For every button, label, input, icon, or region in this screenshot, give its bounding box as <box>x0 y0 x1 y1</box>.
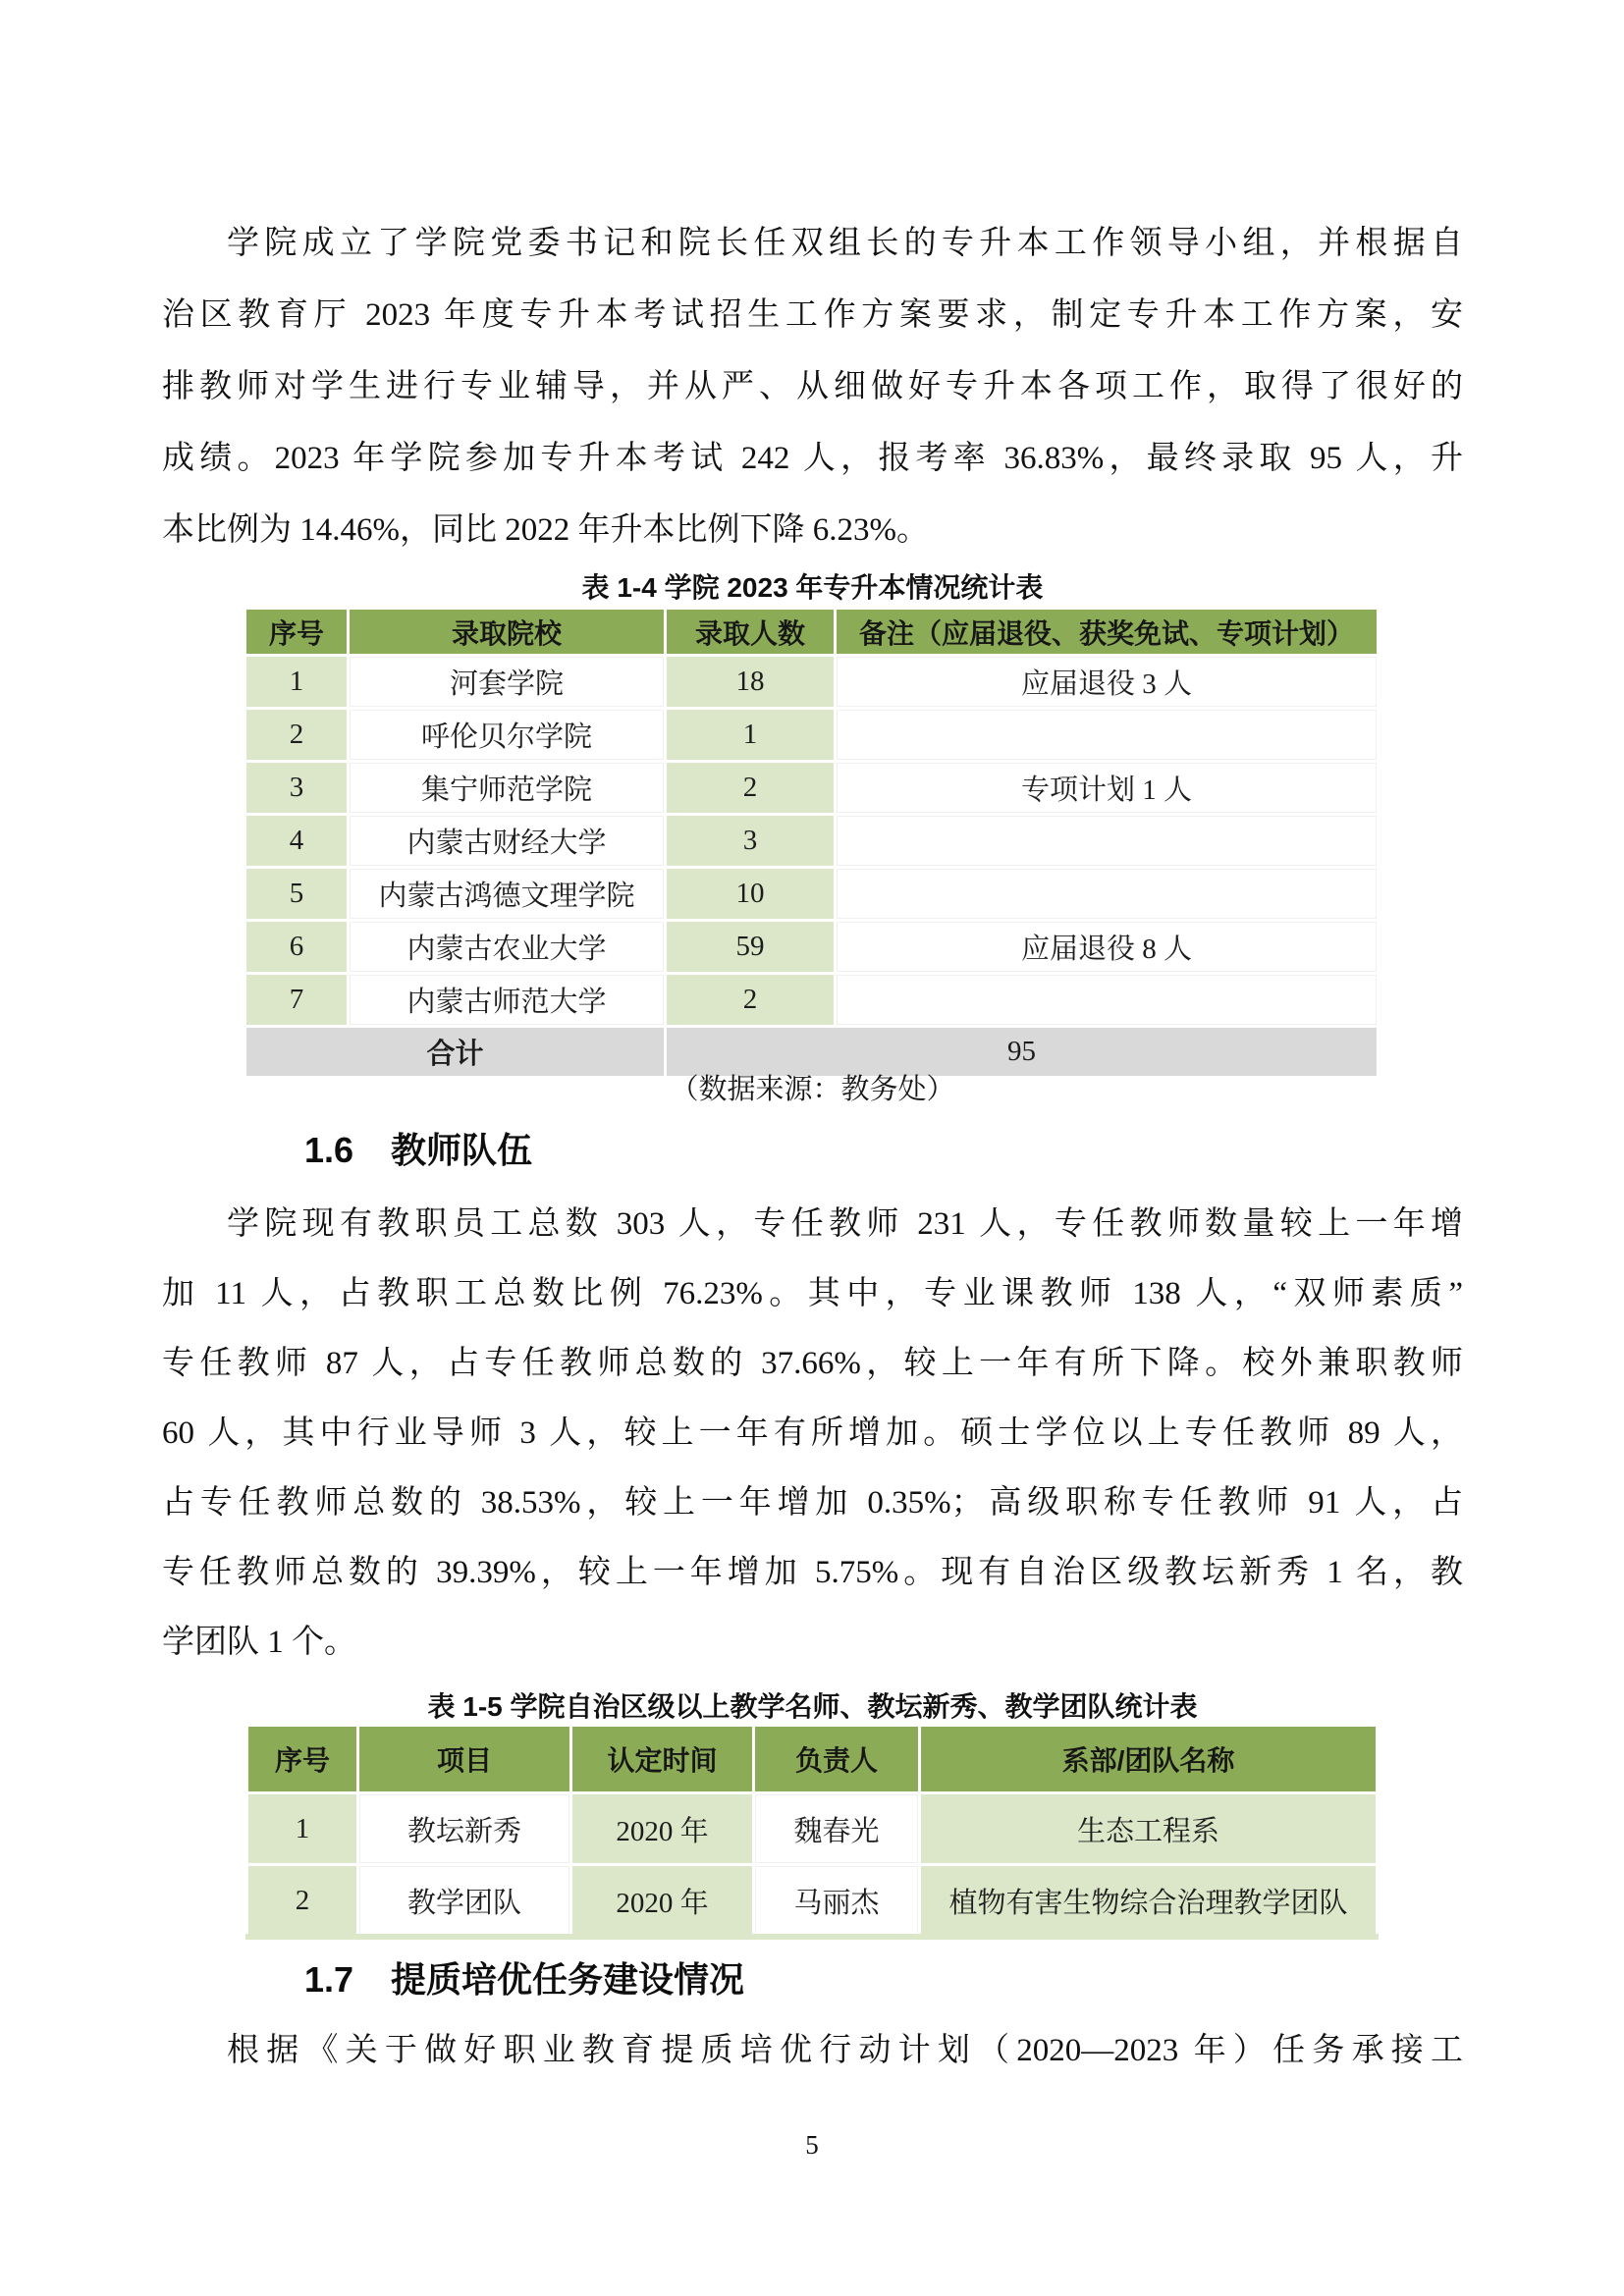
cell-school: 内蒙古师范大学 <box>350 975 664 1025</box>
paragraph-line: 专任教师 87 人，占专任教师总数的 37.66%，较上一年有所下降。校外兼职教师 <box>162 1346 1463 1381</box>
cell-note <box>837 869 1377 919</box>
cell-school: 内蒙古财经大学 <box>350 816 664 866</box>
cell-count: 59 <box>667 922 834 972</box>
section-number: 1.7 <box>304 1959 354 2000</box>
paragraph-line: 60 人，其中行业导师 3 人，较上一年有所增加。硕士学位以上专任教师 89 人， <box>162 1415 1463 1451</box>
cell-note: 应届退役 3 人 <box>837 657 1377 707</box>
paragraph-line: 占专任教师总数的 38.53%，较上一年增加 0.35%；高级职称专任教师 91 人，占 <box>162 1485 1463 1521</box>
paragraph-line: 学院成立了学院党委书记和院长任双组长的专升本工作领导小组，并根据自 <box>227 226 1463 261</box>
paragraph-quality-improvement <box>162 2015 1463 2087</box>
col-header-year: 认定时间 <box>572 1727 752 1791</box>
cell-item: 教坛新秀 <box>359 1794 569 1863</box>
cell-no: 2 <box>246 710 347 760</box>
cell-no: 1 <box>248 1794 356 1863</box>
cell-no: 2 <box>248 1866 356 1935</box>
cell-note <box>837 816 1377 866</box>
table-row <box>246 816 1377 866</box>
cell-count: 2 <box>667 975 834 1025</box>
table-row <box>246 975 1377 1025</box>
table-row <box>248 1866 1376 1935</box>
paragraph-line: 本比例为 14.46%，同比 2022 年升本比例下降 6.23%。 <box>162 512 929 548</box>
col-header-no: 序号 <box>248 1727 356 1791</box>
cell-note <box>837 975 1377 1025</box>
paragraph-line: 专任教师总数的 39.39%，较上一年增加 5.75%。现有自治区级教坛新秀 1 名，教 <box>162 1555 1463 1590</box>
col-header-dept: 系部/团队名称 <box>921 1727 1376 1791</box>
table-1-5-teaching-teams <box>245 1724 1379 1938</box>
col-header-item: 项目 <box>359 1727 569 1791</box>
cell-dept: 生态工程系 <box>921 1794 1376 1863</box>
cell-no: 5 <box>246 869 347 919</box>
paragraph-line: 学团队 1 个。 <box>162 1625 356 1660</box>
cell-item: 教学团队 <box>359 1866 569 1935</box>
cell-note <box>837 710 1377 760</box>
cell-school: 呼伦贝尔学院 <box>350 710 664 760</box>
cell-school: 内蒙古鸿德文理学院 <box>350 869 664 919</box>
section-title: 提质培优任务建设情况 <box>391 1959 745 2000</box>
cell-no: 6 <box>246 922 347 972</box>
total-value-cell: 95 <box>667 1028 1377 1076</box>
paragraph-line: 学院现有教职员工总数 303 人，专任教师 231 人，专任教师数量较上一年增 <box>227 1206 1463 1242</box>
cell-dept: 植物有害生物综合治理教学团队 <box>921 1866 1376 1935</box>
cell-count: 10 <box>667 869 834 919</box>
table-row <box>246 710 1377 760</box>
table-row <box>246 922 1377 972</box>
total-label-cell: 合计 <box>246 1028 664 1076</box>
cell-person: 马丽杰 <box>755 1866 918 1935</box>
cell-count: 1 <box>667 710 834 760</box>
section-title: 教师队伍 <box>391 1130 533 1170</box>
cell-no: 1 <box>246 657 347 707</box>
cell-count: 2 <box>667 763 834 813</box>
col-header-school: 录取院校 <box>350 610 664 654</box>
cell-year: 2020 年 <box>572 1866 752 1935</box>
paragraph-promotion-overview <box>162 208 1463 566</box>
cell-note: 应届退役 8 人 <box>837 922 1377 972</box>
cell-school: 河套学院 <box>350 657 664 707</box>
cell-no: 3 <box>246 763 347 813</box>
section-heading-1-7 <box>304 1958 744 2002</box>
cell-no: 7 <box>246 975 347 1025</box>
col-header-count: 录取人数 <box>667 610 834 654</box>
paragraph-line: 根据《关于做好职业教育提质培优行动计划（2020—2023 年）任务承接工 <box>227 2033 1463 2068</box>
col-header-person: 负责人 <box>755 1727 918 1791</box>
table-header-row <box>246 610 1377 654</box>
section-heading-1-6 <box>304 1129 532 1172</box>
cell-school: 内蒙古农业大学 <box>350 922 664 972</box>
cell-note: 专项计划 1 人 <box>837 763 1377 813</box>
table-1-5-title: 表 1-5 学院自治区级以上教学名师、教坛新秀、教学团队统计表 <box>427 1691 1198 1722</box>
table-row <box>248 1794 1376 1863</box>
cell-count: 3 <box>667 816 834 866</box>
table-1-4-title: 表 1-4 学院 2023 年专升本情况统计表 <box>581 572 1044 603</box>
col-header-note: 备注（应届退役、获奖免试、专项计划） <box>837 610 1377 654</box>
page-number: 5 <box>805 2130 819 2160</box>
paragraph-line: 成绩。2023 年学院参加专升本考试 242 人，报考率 36.83%，最终录取 95 人，升 <box>162 441 1463 476</box>
cell-person: 魏春光 <box>755 1794 918 1863</box>
table-bottom-strip <box>245 1934 1379 1940</box>
table-header-row <box>248 1727 1376 1791</box>
paragraph-faculty-overview <box>162 1190 1463 1678</box>
cell-no: 4 <box>246 816 347 866</box>
cell-year: 2020 年 <box>572 1794 752 1863</box>
paragraph-line: 治区教育厅 2023 年度专升本考试招生工作方案要求，制定专升本工作方案，安 <box>162 297 1463 333</box>
paragraph-line: 加 11 人，占教职工总数比例 76.23%。其中，专业课教师 138 人，“双师素质” <box>162 1276 1463 1311</box>
data-source-note: （数据来源：教务处） <box>670 1074 955 1105</box>
table-1-4-promotion-stats <box>244 607 1380 1079</box>
section-number: 1.6 <box>304 1130 354 1170</box>
table-row <box>246 763 1377 813</box>
cell-school: 集宁师范学院 <box>350 763 664 813</box>
paragraph-line: 排教师对学生进行专业辅导，并从严、从细做好专升本各项工作，取得了很好的 <box>162 369 1463 404</box>
cell-count: 18 <box>667 657 834 707</box>
table-row <box>246 657 1377 707</box>
col-header-no: 序号 <box>246 610 347 654</box>
table-row <box>246 869 1377 919</box>
